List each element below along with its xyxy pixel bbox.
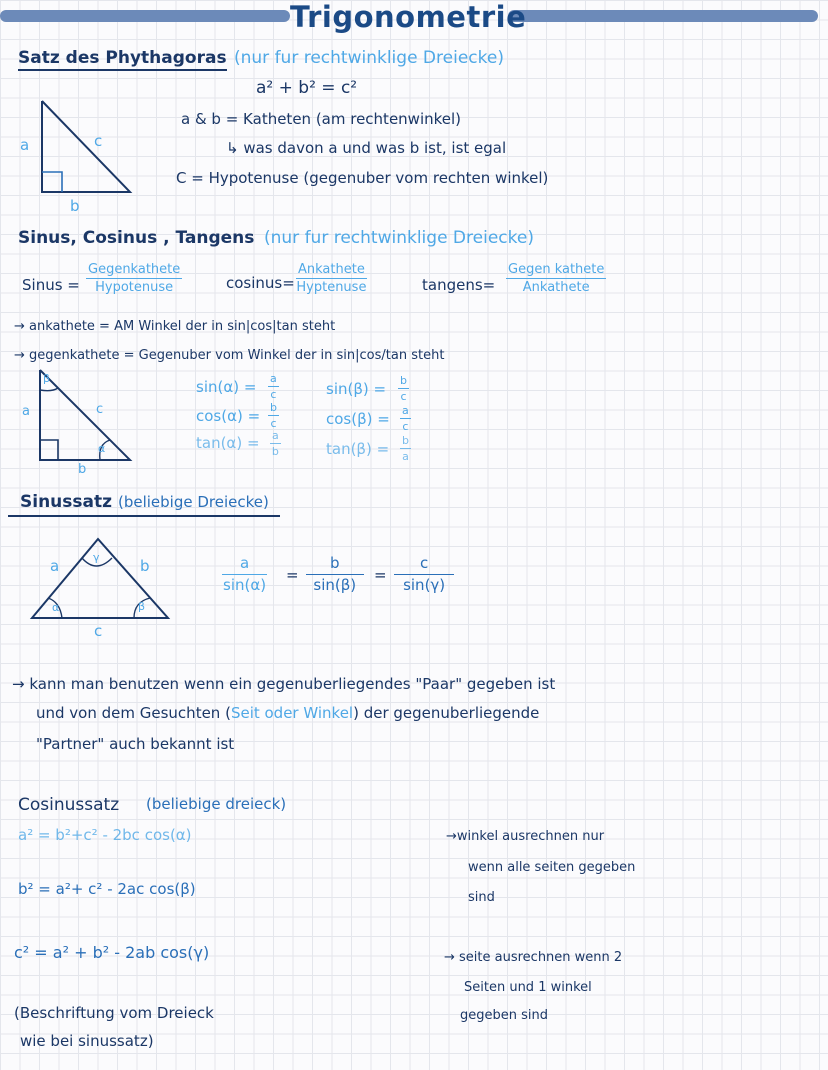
- sinussatz-text3: "Partner" auch bekannt ist: [36, 735, 235, 753]
- sin-beta-den: c: [400, 390, 407, 403]
- cosinussatz-side1a: →winkel ausrechnen nur: [446, 829, 605, 844]
- cosinussatz-side2b: Seiten und 1 winkel: [464, 980, 592, 995]
- pythagoras-line1: a & b = Katheten (am rechtenwinkel): [181, 110, 462, 128]
- sinussatz-eq1: =: [286, 566, 299, 584]
- sct-note: (nur fur rechtwinklige Dreiecke): [264, 228, 534, 248]
- sinussatz-frac-b-num: b: [306, 554, 364, 575]
- sinussatz-frac-a-den: sin(α): [223, 576, 267, 594]
- cosinussatz-note: (beliebige dreieck): [146, 795, 287, 813]
- pythagoras-tri-label-c: c: [94, 132, 103, 150]
- cosinussatz-foot1: (Beschriftung vom Dreieck: [14, 1004, 214, 1022]
- pythagoras-heading: Satz des Phythagoras: [18, 48, 227, 71]
- cosinussatz-foot2: wie bei sinussatz): [20, 1032, 154, 1050]
- tan-beta-den: a: [402, 450, 409, 463]
- tan-alpha-label: tan(α) =: [196, 434, 260, 452]
- sct-tri-label-c: c: [96, 402, 104, 417]
- sin-alpha-den: c: [270, 388, 277, 401]
- pythagoras-tri-label-a: a: [20, 136, 30, 154]
- sinussatz-frac-a: [222, 554, 267, 594]
- pythagoras-note: (nur fur rechtwinklige Dreiecke): [234, 48, 504, 68]
- cosinussatz-side2c: gegeben sind: [460, 1008, 548, 1023]
- sinussatz-note: (beliebige Dreiecke): [118, 493, 269, 511]
- sinussatz-tri-label-gamma: γ: [93, 551, 100, 564]
- ankathete-rule: → ankathete = AM Winkel der in sin|cos|tan steht: [14, 319, 336, 334]
- cosinus-label: cosinus=: [226, 274, 295, 292]
- cos-beta-num: a: [402, 404, 409, 417]
- sinussatz-frac-c: [394, 554, 454, 594]
- cosinussatz-side1b: wenn alle seiten gegeben: [468, 860, 636, 875]
- sct-tri-label-b: b: [78, 462, 87, 477]
- sinussatz-tri-label-a: a: [50, 557, 60, 575]
- sinussatz-eq2: =: [374, 566, 387, 584]
- page-title: Trigonometrie: [290, 0, 527, 34]
- cosinussatz-formula-b: b² = a²+ c² - 2ac cos(β): [18, 880, 196, 898]
- sinussatz-tri-label-c: c: [94, 622, 103, 640]
- sin-beta-label: sin(β) =: [326, 380, 387, 398]
- tan-beta-num: b: [402, 434, 409, 447]
- pythagoras-tri-label-b: b: [70, 197, 80, 215]
- cosinussatz-side1c: sind: [468, 890, 495, 905]
- sinussatz-frac-c-den: sin(γ): [403, 576, 446, 594]
- sin-alpha-label: sin(α) =: [196, 378, 257, 396]
- cosinussatz-heading: Cosinussatz: [18, 795, 120, 815]
- sinussatz-frac-a-num: a: [222, 554, 267, 575]
- sct-tri-label-alpha: α: [98, 442, 106, 455]
- sinus-denominator: Hypotenuse: [95, 280, 174, 295]
- sinussatz-tri-label-beta: β: [138, 600, 146, 613]
- sct-heading: Sinus, Cosinus , Tangens: [18, 228, 255, 248]
- sin-beta-num: b: [400, 374, 407, 387]
- gegenkathete-rule: → gegenkathete = Gegenuber vom Winkel der in sin|cos/tan steht: [14, 348, 445, 363]
- tangens-numerator: Gegen kathete: [508, 262, 605, 277]
- cos-beta-den: c: [402, 420, 409, 433]
- cosinus-denominator: Hyptenuse: [296, 280, 367, 295]
- cosinussatz-formula-a: a² = b²+c² - 2bc cos(α): [18, 826, 192, 844]
- sinussatz-text1: → kann man benutzen wenn ein gegenuberliegendes "Paar" gegeben ist: [12, 675, 556, 693]
- sinussatz-text2a: und von dem Gesuchten (: [36, 704, 231, 722]
- cos-alpha-label: cos(α) =: [196, 407, 261, 425]
- cosinus-numerator: Ankathete: [298, 262, 365, 277]
- sinussatz-text2c: ) der gegenuberliegende: [353, 704, 540, 722]
- sinussatz-text2b: Seit oder Winkel: [230, 704, 354, 722]
- sinussatz-tri-label-b: b: [140, 557, 150, 575]
- sct-tri-label-a: a: [22, 404, 30, 419]
- sinussatz-frac-c-num: c: [394, 554, 454, 575]
- sinussatz-frac-b-den: sin(β): [313, 576, 357, 594]
- pythagoras-line2: ↳ was davon a und was b ist, ist egal: [226, 139, 507, 157]
- cos-beta-label: cos(β) =: [326, 410, 390, 428]
- cosinussatz-formula-c: c² = a² + b² - 2ab cos(γ): [14, 943, 210, 962]
- tan-alpha-den: b: [271, 445, 279, 458]
- sin-alpha-num: a: [270, 372, 277, 385]
- tangens-label: tangens=: [422, 276, 496, 294]
- sinus-numerator: Gegenkathete: [88, 262, 181, 277]
- sinussatz-heading: Sinussatz: [20, 492, 113, 512]
- tan-beta-label: tan(β) =: [326, 440, 390, 458]
- pythagoras-formula: a² + b² = c²: [256, 78, 358, 98]
- cosinussatz-side2a: → seite ausrechnen wenn 2: [444, 950, 623, 965]
- pythagoras-line3: C = Hypotenuse (gegenuber vom rechten winkel): [176, 169, 549, 187]
- sinus-label: Sinus =: [22, 276, 80, 294]
- cos-alpha-den: c: [270, 417, 277, 430]
- sinussatz-frac-b: [306, 554, 364, 594]
- cos-alpha-num: b: [270, 401, 277, 414]
- tan-alpha-num: a: [272, 429, 279, 442]
- tangens-denominator: Ankathete: [522, 280, 590, 295]
- sinussatz-tri-label-alpha: α: [52, 601, 60, 614]
- sct-tri-label-beta: β: [43, 372, 51, 385]
- sinussatz-text2: [36, 704, 539, 722]
